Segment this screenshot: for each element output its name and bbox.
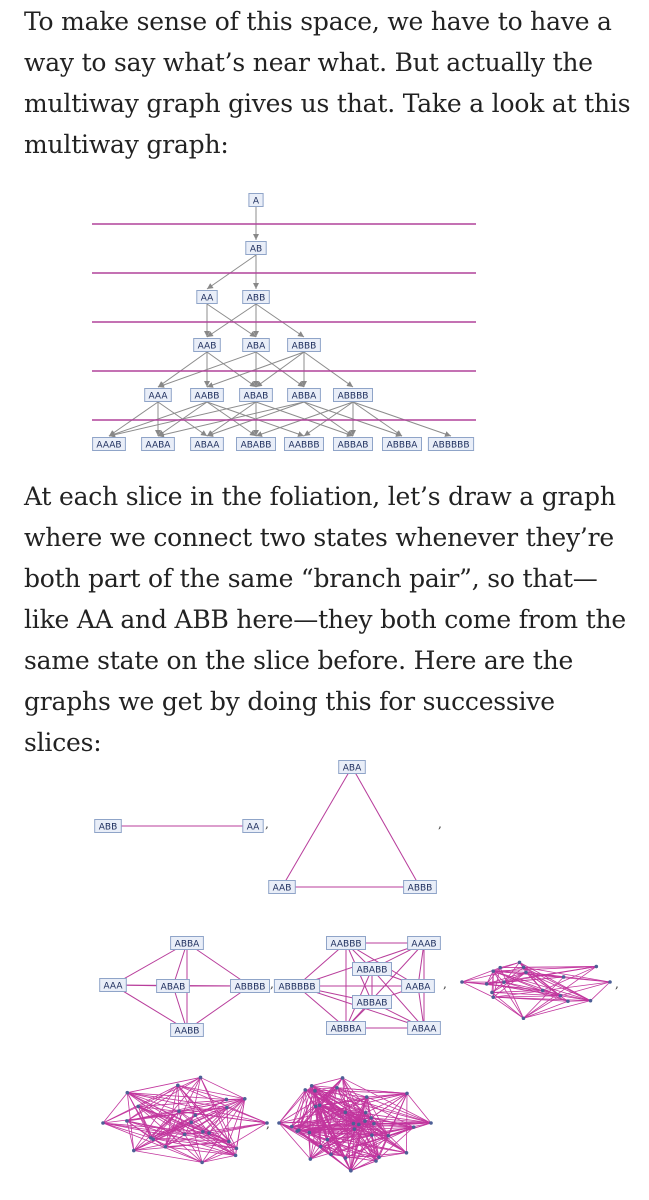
state-dot [353, 1127, 357, 1131]
node-label: AA [246, 822, 260, 833]
state-dot [363, 1119, 367, 1123]
node-label: AAAB [96, 440, 122, 451]
state-dot [190, 1120, 194, 1124]
state-dot [405, 1092, 409, 1096]
slice-graph-5 [460, 961, 612, 1020]
state-node-aab [194, 339, 221, 352]
state-node-aaab [93, 438, 126, 451]
slice-node-abaa [408, 1022, 441, 1035]
slice-node-aa [243, 820, 263, 833]
slice-node-abbba [327, 1022, 366, 1035]
state-node-abba [288, 389, 321, 402]
state-dot [498, 966, 502, 970]
state-dot [559, 994, 563, 998]
node-label: ABBB [407, 883, 433, 894]
node-label: ABB [98, 822, 118, 833]
state-dot [522, 965, 526, 969]
node-label: ABBBA [386, 440, 418, 451]
multiway-edge [353, 402, 402, 436]
graph-separator: , [615, 977, 619, 991]
node-label: ABBBB [337, 391, 369, 402]
slice-node-abbbb [231, 980, 270, 993]
node-label: ABBBBB [278, 982, 316, 993]
state-dot [485, 982, 489, 986]
node-label: AABBB [288, 440, 320, 451]
node-label: ABB [246, 293, 266, 304]
slice-graph-1 [95, 820, 264, 833]
slice-graph-2 [269, 761, 437, 894]
node-label: ABABB [356, 965, 388, 976]
state-dot [318, 1103, 322, 1107]
slice-node-aabb [171, 1024, 204, 1037]
state-node-aabbb [285, 438, 324, 451]
node-label: AAB [272, 883, 292, 894]
state-node-abaa [191, 438, 224, 451]
slice-node-aaab [408, 937, 441, 950]
state-dot [176, 1084, 180, 1088]
branch-pair-edge [492, 982, 504, 992]
state-dot [369, 1116, 373, 1120]
node-label: ABBAB [337, 440, 369, 451]
node-label: ABAA [411, 1024, 437, 1035]
state-dot [225, 1106, 229, 1110]
state-dot [326, 1138, 330, 1142]
slice-node-aaa [100, 979, 127, 992]
node-label: AAA [103, 981, 123, 992]
state-dot [370, 1133, 374, 1137]
slice-node-abba [171, 937, 204, 950]
state-dot [200, 1161, 204, 1165]
node-label: ABAA [194, 440, 220, 451]
state-dot [405, 1151, 409, 1155]
state-dot [344, 1156, 348, 1160]
state-dot [522, 1016, 526, 1020]
intro-paragraph: To make sense of this space, we have to have a way to say what’s near what. But actually the multiway graph gives us that. Take a look at this multiway graph: [24, 7, 631, 159]
slice-graph-4 [274, 937, 440, 1035]
state-dot [290, 1125, 294, 1129]
branch-pair-edge [282, 767, 352, 887]
state-dot [491, 969, 495, 973]
slice-graph-7 [277, 1076, 433, 1172]
slice-node-aba [339, 761, 366, 774]
state-node-abb [243, 291, 270, 304]
state-node-abbbb [334, 389, 373, 402]
state-dot [297, 1128, 301, 1132]
state-node-aba [243, 339, 270, 352]
state-dot [201, 1130, 205, 1134]
node-label: A [252, 196, 260, 207]
multiway-edge [304, 352, 353, 387]
branch-pair-edge [352, 767, 420, 887]
state-dot [177, 1109, 181, 1113]
graph-separator: , [270, 977, 274, 991]
state-dot [101, 1121, 105, 1125]
state-node-ab [246, 242, 266, 255]
state-dot [595, 965, 599, 969]
node-label: ABAB [243, 391, 269, 402]
node-label: ABBAB [356, 998, 388, 1009]
slice-node-abbab [353, 996, 392, 1009]
state-dot [562, 975, 566, 979]
state-dot [341, 1076, 345, 1080]
state-dot [199, 1076, 203, 1080]
state-dot [309, 1157, 313, 1161]
multiway-graph [0, 185, 649, 485]
node-label: AABA [145, 440, 171, 451]
state-dot [313, 1089, 317, 1093]
slice-node-abb [95, 820, 122, 833]
slice-graph-3 [100, 937, 270, 1037]
state-dot [227, 1140, 231, 1144]
node-label: AABB [174, 1026, 200, 1037]
state-dot [344, 1111, 348, 1115]
state-dot [310, 1084, 314, 1088]
slice-node-aab [269, 881, 296, 894]
slice-node-aaba [402, 980, 435, 993]
branch-pair-edge [178, 1085, 179, 1111]
state-dot [335, 1086, 339, 1090]
state-dot [277, 1121, 281, 1125]
node-label: AA [200, 293, 214, 304]
node-label: AABA [405, 982, 431, 993]
slice-node-ababb [353, 963, 392, 976]
state-dot [377, 1155, 381, 1159]
multiway-edge [207, 255, 256, 289]
state-dot [608, 980, 612, 984]
node-label: AABB [194, 391, 220, 402]
graph-separator: , [443, 977, 447, 991]
state-dot [566, 999, 570, 1003]
branch-pair-edge [523, 1001, 590, 1019]
node-label: ABBB [291, 341, 317, 352]
state-dot [387, 1134, 391, 1138]
state-node-abbab [334, 438, 373, 451]
node-label: AAA [148, 391, 168, 402]
state-dot [243, 1097, 247, 1101]
multiway-edge [158, 352, 207, 387]
state-dot [541, 989, 545, 993]
slice-graphs [0, 750, 649, 1170]
slice-node-aabbb [327, 937, 366, 950]
state-dot [225, 1098, 229, 1102]
state-node-a [249, 194, 263, 207]
state-dot [235, 1147, 239, 1151]
node-label: AAAB [411, 939, 437, 950]
state-dot [364, 1111, 368, 1115]
state-dot [151, 1137, 155, 1141]
slice-node-abbb [404, 881, 437, 894]
node-label: ABA [342, 763, 362, 774]
node-label: AAB [197, 341, 217, 352]
node-label: ABBBA [330, 1024, 362, 1035]
state-dot [372, 1122, 376, 1126]
slice-node-abbbbb [274, 980, 319, 993]
branch-pair-edge [523, 1001, 567, 1018]
state-node-abbb [288, 339, 321, 352]
state-dot [490, 991, 494, 995]
state-node-aaba [142, 438, 175, 451]
node-label: ABBBBB [432, 440, 470, 451]
state-node-abbbbb [428, 438, 473, 451]
state-dot [314, 1105, 318, 1109]
state-node-aaa [145, 389, 172, 402]
state-dot [460, 980, 464, 984]
multiway-edge [207, 352, 256, 387]
state-dot [352, 1122, 356, 1126]
state-node-aabb [191, 389, 224, 402]
state-dot [126, 1091, 130, 1095]
state-dot [136, 1105, 140, 1109]
graph-separator: , [266, 1117, 270, 1131]
state-dot [125, 1119, 129, 1123]
state-node-abab [240, 389, 273, 402]
node-label: AB [249, 244, 263, 255]
state-dot [429, 1121, 433, 1125]
state-node-abbba [383, 438, 422, 451]
state-dot [308, 1131, 312, 1135]
graph-separator: , [265, 817, 269, 831]
state-node-ababb [237, 438, 276, 451]
state-dot [357, 1123, 361, 1127]
multiway-edge [353, 402, 451, 436]
state-dot [491, 995, 495, 999]
branch-pair-edge [201, 1077, 245, 1098]
state-dot [329, 1153, 333, 1157]
state-dot [365, 1095, 369, 1099]
branch-pair-edge [493, 971, 523, 1018]
slice-graph-6 [101, 1076, 269, 1165]
state-dot [193, 1113, 197, 1117]
node-label: ABBA [174, 939, 200, 950]
node-label: ABA [246, 341, 266, 352]
state-dot [412, 1125, 416, 1129]
state-node-aa [197, 291, 217, 304]
state-dot [518, 961, 522, 965]
node-label: ABAB [160, 982, 186, 993]
state-dot [132, 1149, 136, 1153]
node-label: ABBA [291, 391, 317, 402]
state-dot [319, 1145, 323, 1149]
state-dot [524, 970, 528, 974]
state-dot [502, 980, 506, 984]
branch-pair-edge [309, 1133, 310, 1159]
multiway-edge [109, 402, 158, 436]
multiway-edge [256, 304, 304, 337]
multiway-edge [109, 402, 256, 436]
branch-pair-edge [103, 1093, 127, 1123]
graph-separator: , [438, 817, 442, 831]
state-dot [589, 999, 593, 1003]
node-label: AABBB [330, 939, 362, 950]
state-dot [164, 1145, 168, 1149]
branch-pair-edge [134, 1151, 202, 1163]
slice-node-abab [157, 980, 190, 993]
state-dot [303, 1088, 307, 1092]
state-dot [349, 1169, 353, 1173]
explanation-paragraph: At each slice in the foliation, let’s draw a graph where we connect two states whenever they’re both part of the same “branch pair”, so that—like AA and ABB here—they both come from the same state on the slice before. Here are the graphs we get by doing this for successive slices: [24, 482, 626, 757]
multiway-edge [158, 402, 304, 436]
state-dot [374, 1159, 378, 1163]
node-label: ABBBB [234, 982, 266, 993]
node-label: ABABB [240, 440, 272, 451]
state-dot [207, 1131, 211, 1135]
state-dot [234, 1154, 238, 1158]
state-dot [183, 1133, 187, 1137]
